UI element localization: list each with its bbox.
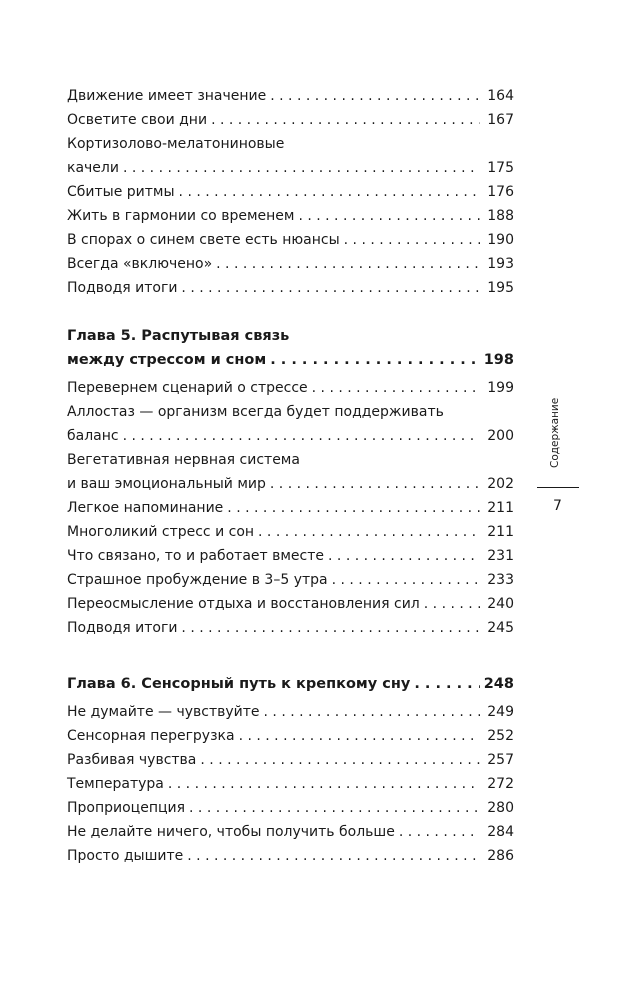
page-number: 7 [553,498,562,514]
section-chapter-4-tail [67,84,514,300]
dot-leader [298,204,480,228]
toc-entry-title: Многоликий стресс и сон [67,524,255,540]
toc-entry-page: 175 [487,160,514,176]
toc-entry-title: Перевернем сценарий о стрессе [67,380,308,396]
toc-entry[interactable] [67,520,514,544]
toc-entry-title-line1: Аллостаз — организм всегда будет поддерживать [67,404,444,420]
toc-entry-page: 245 [487,620,514,636]
toc-entry-title-line1: Кортизолово-мелатониновые [67,136,285,152]
dot-leader [332,568,480,592]
toc-entry-page: 252 [487,728,514,744]
toc-entry-page: 195 [487,280,514,296]
toc-entry[interactable] [67,204,514,228]
toc-entry-title: Не делайте ничего, чтобы получить больше [67,824,395,840]
toc-entry-page: 193 [487,256,514,272]
dot-leader [258,520,480,544]
spacer [67,640,514,672]
dot-leader [414,672,479,696]
dot-leader [216,252,480,276]
toc-entry[interactable] [67,228,514,252]
toc-entry[interactable] [67,568,514,592]
chapter-title: Глава 6. Сенсорный путь к крепкому сну [67,676,411,692]
toc-entry-title: Температура [67,776,164,792]
toc-entry-page: 199 [487,380,514,396]
toc-entry-title: и ваш эмоциональный мир [67,476,266,492]
chapter-page: 198 [483,352,514,368]
dot-leader [179,180,480,204]
toc-entry-page: 284 [487,824,514,840]
toc-entry-title: Сбитые ритмы [67,184,175,200]
toc-entry-page: 280 [487,800,514,816]
toc-entry-title: Страшное пробуждение в 3–5 утра [67,572,328,588]
table-of-contents [67,84,514,868]
toc-entry-title: качели [67,160,119,176]
toc-entry-page: 272 [487,776,514,792]
section-chapter-6 [67,700,514,868]
toc-entry-page: 167 [487,112,514,128]
dot-leader [181,276,480,300]
toc-entry-page: 249 [487,704,514,720]
toc-entry-title: Всегда «включено» [67,256,213,272]
toc-entry-title: Сенсорная перегрузка [67,728,235,744]
dot-leader [264,700,480,724]
toc-entry[interactable] [67,496,514,520]
toc-entry-title: Не думайте — чувствуйте [67,704,260,720]
chapter-title: между стрессом и сном [67,352,267,368]
toc-entry[interactable] [67,592,514,616]
dot-leader [270,348,479,372]
toc-entry[interactable] [67,180,514,204]
dot-leader [123,156,480,180]
toc-entry[interactable] [67,724,514,748]
toc-entry[interactable] [67,820,514,844]
toc-entry-page: 202 [487,476,514,492]
toc-entry[interactable] [67,448,514,496]
dot-leader [270,472,480,496]
toc-entry-title: Проприоцепция [67,800,186,816]
toc-entry[interactable] [67,84,514,108]
dot-leader [168,772,480,796]
toc-entry-page: 190 [487,232,514,248]
toc-entry-title: баланс [67,428,119,444]
toc-chapter-5[interactable] [67,324,514,372]
toc-entry-title: Просто дышите [67,848,184,864]
toc-entry-page: 233 [487,572,514,588]
toc-entry[interactable] [67,844,514,868]
section-label: Содержание [549,397,561,468]
toc-entry-title: В спорах о синем свете есть нюансы [67,232,340,248]
dot-leader [424,592,480,616]
toc-entry[interactable] [67,252,514,276]
toc-entry-title: Разбивая чувства [67,752,197,768]
toc-entry[interactable] [67,772,514,796]
chapter-title-line1: Глава 5. Распутывая связь [67,328,290,344]
dot-leader [239,724,480,748]
dot-leader [189,796,480,820]
toc-entry-page: 164 [487,88,514,104]
toc-entry-page: 240 [487,596,514,612]
toc-entry-title: Переосмысление отдыха и восстановления сил [67,596,420,612]
running-header [537,386,579,526]
toc-entry[interactable] [67,796,514,820]
toc-entry-title: Осветите свои дни [67,112,208,128]
dot-leader [187,844,480,868]
toc-entry-page: 231 [487,548,514,564]
section-chapter-5 [67,376,514,640]
toc-entry-title-line1: Вегетативная нервная система [67,452,300,468]
toc-entry-page: 176 [487,184,514,200]
dot-leader [270,84,480,108]
toc-entry-title: Жить в гармонии со временем [67,208,295,224]
dot-leader [312,376,480,400]
chapter-page: 248 [483,676,514,692]
toc-entry-page: 188 [487,208,514,224]
toc-entry-title: Что связано, то и работает вместе [67,548,325,564]
toc-entry-page: 211 [487,500,514,516]
toc-entry[interactable] [67,276,514,300]
toc-entry-page: 257 [487,752,514,768]
dot-leader [181,616,480,640]
dot-leader [227,496,480,520]
toc-entry[interactable] [67,376,514,400]
toc-entry-title: Подводя итоги [67,280,178,296]
toc-entry[interactable] [67,616,514,640]
toc-entry-page: 211 [487,524,514,540]
dot-leader [399,820,480,844]
toc-entry[interactable] [67,400,514,448]
toc-entry-page: 200 [487,428,514,444]
divider [537,487,579,488]
toc-entry[interactable] [67,700,514,724]
dot-leader [328,544,480,568]
dot-leader [200,748,480,772]
dot-leader [123,424,480,448]
toc-entry[interactable] [67,108,514,132]
toc-entry-title: Движение имеет значение [67,88,267,104]
toc-entry-title: Легкое напоминание [67,500,224,516]
toc-entry[interactable] [67,544,514,568]
toc-entry[interactable] [67,748,514,772]
toc-entry-page: 286 [487,848,514,864]
toc-entry[interactable] [67,132,514,180]
toc-entry-title: Подводя итоги [67,620,178,636]
spacer [67,300,514,324]
dot-leader [211,108,480,132]
toc-chapter-6[interactable] [67,672,514,696]
dot-leader [344,228,480,252]
